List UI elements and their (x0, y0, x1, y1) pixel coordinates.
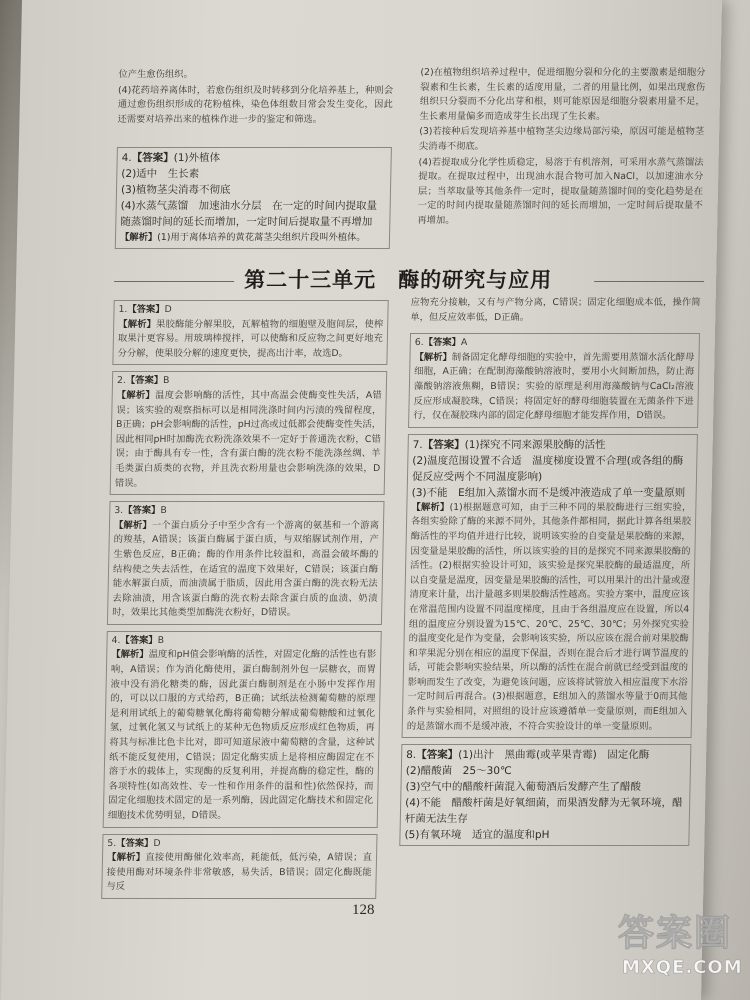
answer-line: (3)不能 E组加入蒸馏水而不是缓冲液造成了单一变量原则 (411, 486, 686, 499)
item-q8 (399, 744, 691, 846)
answer-line: 4.【答案】B (111, 634, 165, 646)
paragraph: (4)若提取成分化学性质稳定，易溶于有机溶剂，可采用水蒸气蒸馏法提取。在提取过程中，出现油水混合物可加入NaCl，以加速油水分层；当萃取量等其他条件一定时，提取量随蒸馏时间的变化趋势是在一定的时间内提取量随蒸馏时间的延长而增加，一定时间后提取量不再增加。 (417, 156, 704, 226)
item-q4 (103, 631, 382, 828)
answer-line: 7.【答案】(1)探究不同来源果胶酶的活性 (412, 438, 606, 451)
answer-line: 6.【答案】A (414, 337, 468, 349)
answer-line: (2)适中 生长素 (121, 168, 200, 181)
item-q2 (110, 371, 388, 495)
analysis-line: 【解析】(1)用于离体培养的黄花蒿茎尖组织片段叫外植体。 (119, 232, 366, 244)
unit-title: 第二十三单元 酶的研究与应用 (243, 267, 553, 292)
answer-line: 3.【答案】B (114, 505, 167, 517)
answer-line: 1.【答案】D (118, 304, 172, 315)
analysis: 【解析】(1)根据题意可知，由于三种不同的果胶酶进行三组实验，各组实验除了酶的来源不同外，其他条件都相同，据此计算各组果胶酶活性的平均值并进行比较，说明该实验的自变量是果胶酶的来源，因变量是果胶酶的活性，所以该实验的目的是探究不同来源果胶酶的活性。(2)根据实验设计可知，该实验是探究果胶酶的最适温度，所以自变量是温度，因变量是果胶酶的活性，可以用果汁的出汁量或澄清度来计量，出汁量越多则果胶酶活性越高。实验方案中，温度应该在常温范围内设置不同温度梯度，且由于各组温度应在设置，所以4组的温度应分别设置为15℃、20℃、25℃、30℃；另外探究实验的温度变化是作为变量，会影响该实验，所以应该在混合前对果胶酶和苹果泥分别在相应的温度下保温，否则在混合后才进行调节温度的话，可能会影响实验结果，所以酶的活性在混合前就已经受到温度的影响而发生了改变，为避免该问题，应该将试管放入相应温度下水浴一定时间后再混合。(3)根据题意，E组加入的蒸馏水等量于0而其他条件与实验相同，对照组的设计应该遵循单一变量原则，而E组加入的是蒸馏水而不是缓冲液，不符合实验设计的单一变量原则。 (406, 501, 692, 732)
analysis: 【解析】一个蛋白质分子中至少含有一个游离的氨基和一个游离的羧基，A错误；该蛋白酶属于蛋白质，与双缩脲试剂作用，产生紫色反应，B正确；酶的作用条件比较温和，高温会破坏酶的结构使之失去活性，在适宜的温度下效果好，C错误；该蛋白酶能水解蛋白质，而油渍属于脂质，因此用含蛋白酶的洗衣粉无法去除油渍，用含该蛋白酶的洗衣粉去除含蛋白质的血渍、奶渍时，效果比其他类型加酶洗衣粉好，D错误。 (112, 519, 380, 619)
paragraph: (3)若接种后发现培养基中植物茎尖边缘局部污染，原因可能是植物茎尖消毒不彻底。 (418, 126, 705, 152)
book-page (1, 0, 722, 1000)
left-column (101, 300, 389, 899)
answer-line: 2.【答案】B (116, 375, 170, 387)
answer-line: (3)植物茎尖消毒不彻底 (120, 184, 231, 197)
paragraph: (2)在植物组织培养过程中，促进细胞分裂和分化的主要激素是细胞分裂素和生长素，生长素的适度用量，二者的用量比例，如果出现愈伤组织只分裂而不分化出芽和根，则可能原因是细胞分裂素用量不足，生长素用量偏多而造成芽生长出现了生长素。 (419, 67, 706, 122)
title-rule-left (114, 281, 234, 282)
watermark-url: MXQE.COM (622, 957, 743, 978)
answer-line: (4)不能 醋酸杆菌是好氧细菌，而果酒发酵为无氧环境，醋杆菌无法生存 (404, 797, 683, 826)
item-q5 (101, 834, 377, 899)
analysis: 【解析】果胶酶能分解果胶，瓦解植物的细胞壁及胞间层，使榨取果汁更容易。用玻璃棒搅拌，可以使酶和反应物之间更好地充分分解，使果胶分解的速度更快，提高出汁率，故选D。 (117, 318, 384, 359)
top-right-column (417, 66, 705, 230)
answer-line: (2)醋酸菌 25～30℃ (405, 765, 512, 778)
right-column (399, 296, 701, 846)
answer-line: (3)空气中的醋酸杆菌混入葡萄酒后发酵产生了醋酸 (405, 781, 642, 794)
answer-line: 8.【答案】(1)出汁 黑曲霉(或苹果青霉) 固定化酶 (406, 749, 650, 762)
continuation-text: 应物充分接触，又有与产物分离，C错误；固定化细胞成本低，操作简单，但反应效率低，D正确。 (410, 297, 701, 323)
answer-box-q4 (115, 147, 392, 249)
paragraph: (4)花药培养离体时，若愈伤组织及时转移到分化培养基上，种则会通过愈伤组织形成的花粉植株，染色体组数目常会发生变化，因此还需要对培养出来的植株作进一步的鉴定和筛选。 (117, 84, 394, 125)
answer-line: (5)有氧环境 适宜的温度和pH (404, 829, 550, 842)
answer-line: 4.【答案】(1)外植体 (121, 152, 221, 165)
page-number: 128 (352, 902, 375, 918)
analysis: 【解析】直接使用酶催化效率高，耗能低，低污染，A错误；直接使用酶对环境条件非常敏感，易失活，B错误；固定化酶既能与反 (106, 852, 373, 893)
top-left-column (115, 68, 394, 255)
paragraph: 位产生愈伤组织。 (118, 69, 193, 80)
answer-line: (4)水蒸气蒸馏 加速油水分层 在一定的时间内提取量随蒸馏时间的延长而增加，一定时间后提取量不再增加 (120, 200, 378, 229)
item-q6 (408, 333, 700, 428)
analysis: 【解析】温度会影响酶的活性，其中高温会使酶变性失活，A错误；该实验的观察指标可以是相同洗涤时间内污渍的残留程度，B正确；pH会影响酶的活性，pH过高或过低都会使酶变性失活，因此相同pH时加酶洗衣粉洗涤效果不一定好于普通洗衣粉，C错误；由于酶具有专一性，含有蛋白酶的洗衣粉不能洗涤丝绸、羊毛类蛋白质类的衣物，并且洗衣粉用量也会影响洗涤的效果，D错误。 (114, 389, 382, 489)
item-q7 (402, 434, 698, 739)
analysis: 【解析】温度和pH值会影响酶的活性，对固定化酶的活性也有影响，A错误；作为消化酶使用，蛋白酶制剂外包一层糖衣，而胃液中没有消化糖类的酶，因此蛋白酶制剂是在小肠中发挥作用的，可以以口服的方式给药，B正确；试纸法检测葡萄糖的原理是利用试纸上的葡萄糖氧化酶将葡萄糖分解成葡萄糖酸和过氧化氢，过氧化氢又与试纸上的某种无色物质反应形成红色物质，再将其与标准比色卡比对，即可知道尿液中葡萄糖的含量，这种试纸不能反复使用，C错误；固定化酶实质上是将相应酶固定在不溶于水的载体上，实现酶的反复利用，并提高酶的稳定性，酶的各项特性(如高效性、专一性和作用条件的温和性)依然保持，而固定化细胞技术固定的是一系列酶，因此固定化酶技术和固定化细胞技术优势明显，D错误。 (107, 649, 377, 821)
answer-line: (2)温度范围设置不合适 温度梯度设置不合理(或各组的酶促反应受两个不同温度影响) (411, 454, 684, 483)
item-q3 (107, 501, 385, 625)
title-rule-right (594, 281, 704, 282)
answer-line: 5.【答案】D (107, 837, 161, 849)
watermark-main: 答案圈 (618, 913, 733, 954)
analysis: 【解析】制备固定化酵母细胞的实验中，首先需要用蒸馏水活化酵母细胞，A正确；在配制海藻酸钠溶液时，要用小火间断加热，防止海藻酸钠溶液焦糊，B错误；实验的原理是利用海藻酸钠与CaCl₂溶液反应形成凝胶珠，C错误；将固定好的酵母细胞装置在无菌条件下进行，仅在凝胶珠内部的固定化酵母细胞才能发挥作用，D错误。 (413, 351, 695, 422)
watermark-logo (608, 905, 748, 995)
item-q1 (112, 300, 388, 365)
